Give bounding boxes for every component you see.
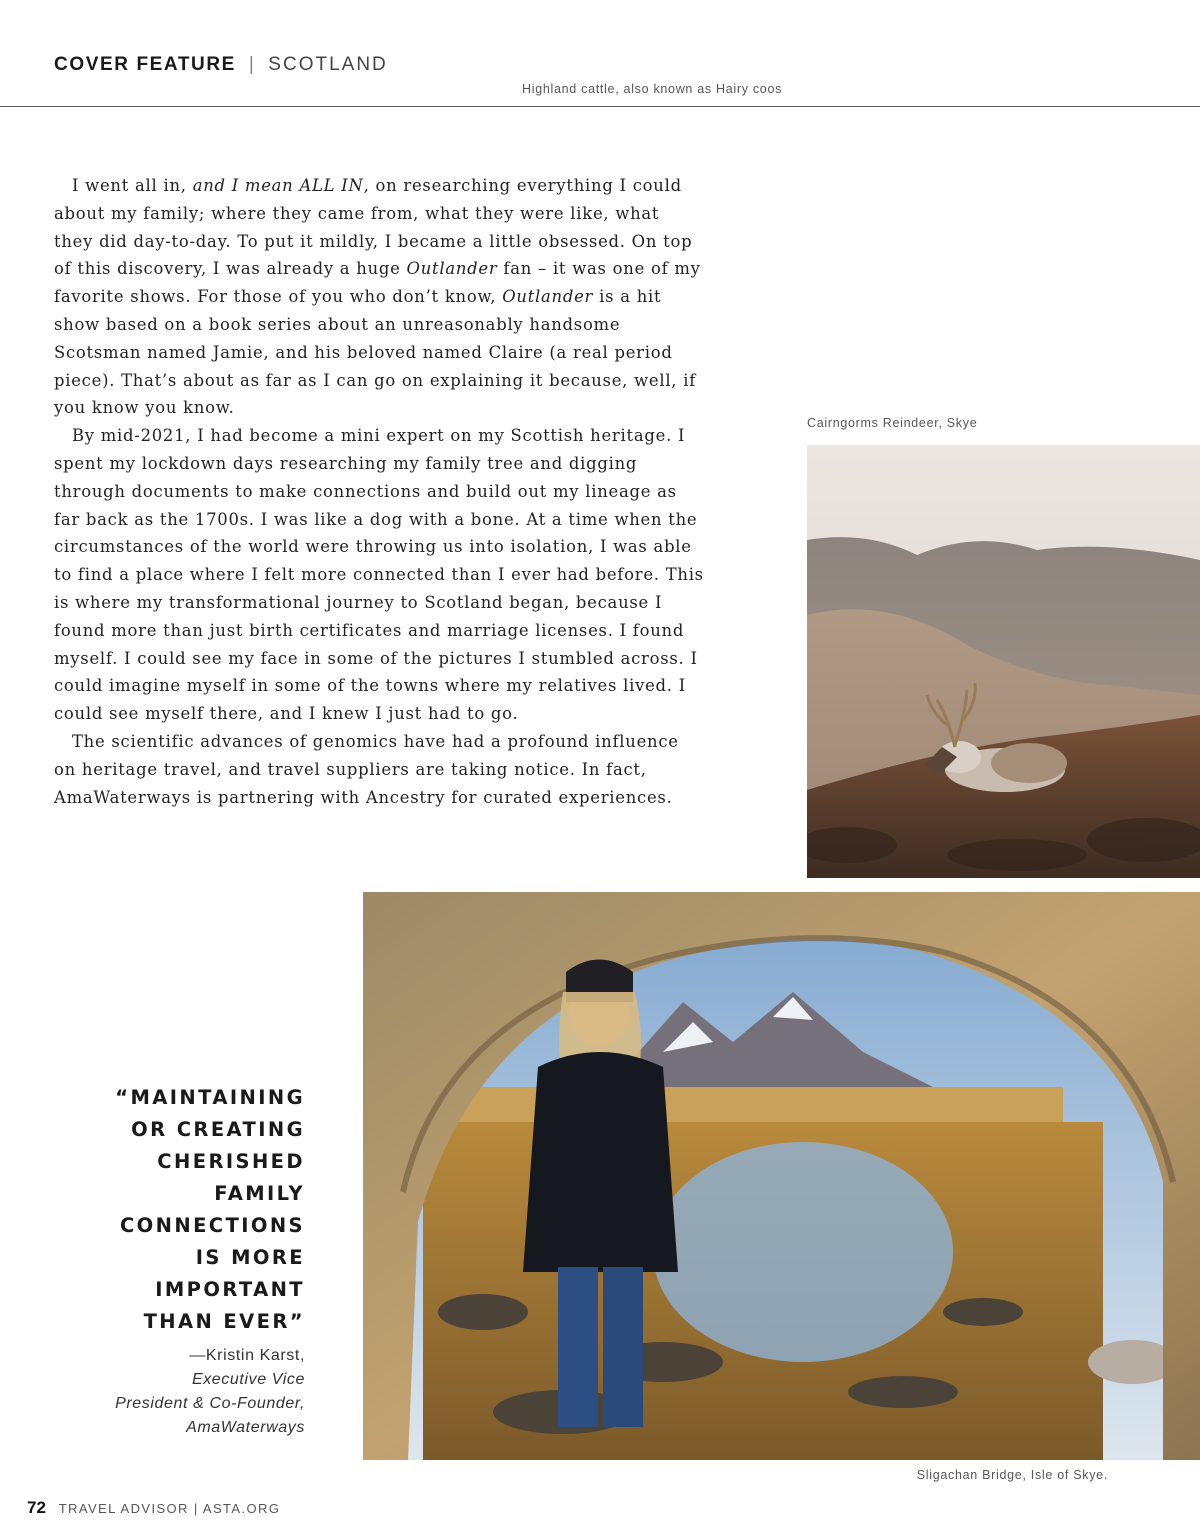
header-divider [0,106,1200,107]
attribution-title-line: Executive Vice [191,1371,305,1388]
article-body [54,172,704,811]
attribution-company: AmaWaterways [186,1419,305,1436]
pull-quote-line: CHERISHED [157,1150,305,1173]
pull-quote-line: FAMILY [214,1182,305,1205]
reindeer-photo [807,445,1200,878]
attribution-title-line: President & Co-Founder, [115,1395,305,1412]
p1-text-c: , on researching everything I could about my family; where they came from, what they were like, what they did day-to-day. To put it mildly, I became a little obsessed. On top of this discovery, I was already a huge [54,176,693,279]
p1-show-title-2: Outlander [502,287,594,307]
pull-quote-line: CONNECTIONS [119,1214,305,1237]
pull-quote-line: THAN EVER” [143,1310,305,1333]
pull-quote-line: IMPORTANT [155,1278,305,1301]
p1-text-g: is a hit show based on a book series about an unreasonably handsome Scotsman named Jamie, and his beloved named Claire (a real period piece). That’s about as far as I can go on explaining it because, well, if you know you know. [54,287,697,418]
page-number: 72 [27,1498,46,1517]
attribution-name: —Kristin Karst, [189,1347,305,1364]
page-footer [27,1498,280,1518]
pull-quote-line: “MAINTAINING [115,1086,305,1109]
caption-sligachan-bridge: Sligachan Bridge, Isle of Skye. [916,1468,1108,1482]
p1-text-e: fan – it was one of my favorite shows. For those of you who don’t know, [54,259,701,307]
section-topic: SCOTLAND [268,54,388,75]
quote-attribution [45,1344,305,1440]
caption-reindeer: Cairngorms Reindeer, Skye [807,416,978,430]
section-label: COVER FEATURE [54,54,236,75]
pull-quote-line: IS MORE [195,1246,305,1269]
p1-emphasis: and I mean ALL IN [192,176,364,195]
caption-highland-cattle: Highland cattle, also known as Hairy coos [522,82,783,96]
section-header [54,54,388,76]
header-separator: | [248,54,256,75]
publication-name: TRAVEL ADVISOR | ASTA.ORG [58,1501,281,1516]
p1-show-title-1: Outlander [406,259,498,279]
article-paragraph-1 [54,172,704,422]
pull-quote-line: OR CREATING [131,1118,305,1141]
pull-quote [65,1082,305,1338]
sligachan-bridge-photo [363,892,1200,1460]
p1-text-a: I went all in, [72,176,193,195]
article-paragraph-2: By mid-2021, I had become a mini expert on my Scottish heritage. I spent my lockdown days researching my family tree and digging through documents to make connections and build out my lineage as far back as the 1700s. I was like a dog with a bone. At a time when the circumstances of the world were throwing us into isolation, I was able to find a place where I felt more connected than I ever had before. This is where my transformational journey to Scotland began, because I found more than just birth certificates and marriage licenses. I found myself. I could see my face in some of the pictures I stumbled across. I could imagine myself in some of the towns where my relatives lived. I could see myself there, and I knew I just had to go. [54,426,704,724]
article-paragraph-3: The scientific advances of genomics have had a profound influence on heritage travel, and travel suppliers are taking notice. In fact, AmaWaterways is partnering with Ancestry for curated experiences. [54,731,679,807]
